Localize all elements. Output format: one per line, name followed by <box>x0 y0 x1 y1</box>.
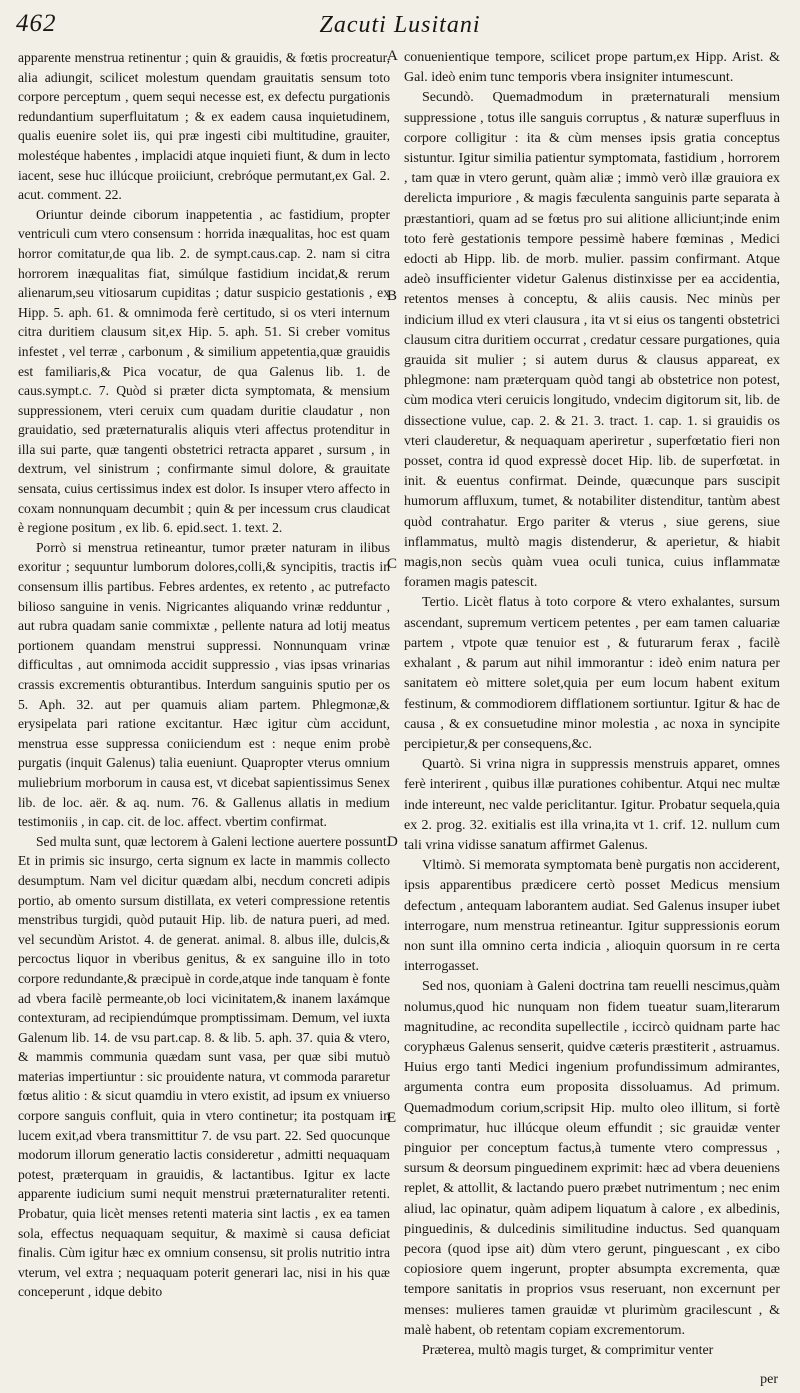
page-number: 462 <box>16 10 57 37</box>
marginal-letter-c: C <box>387 556 398 572</box>
marginal-letter-b: B <box>387 288 398 304</box>
marginal-letter-d: D <box>387 834 398 850</box>
paragraph: apparente menstrua retinentur ; quin & grauidis, & fœtis procreatur, alia adiungit, scilicet molestum quendam grauitatis sensum toto corpore perceptum , quem sequi necesse est, ex defectu purgationis redundantium superfluitatum ; & ex eadem causa inquietudinem, qualis euenire solet iis, qui præ ingesti cibi multitudine, grauiter, molestéque habentes , implacidi atque inquieti fiunt, & dum in lecto iacent, sese huc illúcque proiiciunt, crebróque permutant,ex Gal. 2. acut. comment. 22. <box>18 50 390 203</box>
marginal-letter-e: E <box>387 1110 397 1126</box>
paragraph: Quartò. Si vrina nigra in suppressis menstruis apparet, omnes ferè interirent , quibus illæ purationes cohibentur. Atqui nec multæ inde intereunt, nec valde periclitantur. Igitur. Probatur sequela,quia ex 2. prog. 32. exitialis est illa vrina,ita vt 1. crif. 12. nullum cum tali vrina vidisse sanatum affirmet Galenus. <box>404 757 780 853</box>
marginal-letter-a: A <box>387 48 398 64</box>
page-header <box>0 0 800 46</box>
left-column <box>18 48 390 1302</box>
paragraph: Vltimò. Si memorata symptomata benè purgatis non acciderent, ipsis apparentibus prædicere certò posset Medicus mensium defectum , antequam laborantem audiat. Sed Galenus insuper iubet interrogare, num menstrua retineantur. Igitur suppressionis eorum non sunt illa omnino certa indicia , alioquin quorsum in re certa interrogasset. <box>404 858 780 975</box>
right-column <box>404 48 780 1361</box>
paragraph: Tertio. Licèt flatus à toto corpore & vtero exhalantes, sursum ascendant, supremum verticem petentes , per eam tamen caluariæ partem , vtpote quæ tenuior est , & futurarum ferax , facilè exhalant , & parum aut nihil immorantur : ideò enim natura per sanitatem eò mittere solet,quia per eum locum habent exitum festinum, & commodiorem difflationem sortiuntur. Igitur & hac de causa , & ex consuetudine minor molestia , ac noxa in syncipite percipietur,& per consequens,&c. <box>404 595 780 752</box>
catchword: per <box>760 1372 778 1387</box>
paragraph: Secundò. Quemadmodum in præternaturali mensium suppressione , totus ille sanguis corruptus , & naturæ superfluus in corpore colligitur : ita & cùm menses ipsis gratia conceptus sistuntur. Igitur similia patientur symptomata, fastidium , horrorem , tam quæ in vtero gerunt, quàm aliæ ; immò verò illæ grauiora ex derelicta impuriore , & magis fæculenta sanguinis parte separata à præstantiori, quam ad se fœtus pro sui alitione alliciunt;inde enim toto ferè gestationis tempore pessimè habere fœminas , Medici edocti ab Hipp. lib. de morb. mulier. passim confirmant. Atque adeò insufficienter videtur Galenus distinxisse per ea accidentia, retentos menses à conceptu, & aliis causis. Nec minùs per indicium illud ex vteri clausura , ita vt si eius os tangenti obstetrici clausum citra duritiem occurrat , credatur cessare purgationes, quia grauida sit mulier ; si autem durus & clausus appareat, ex phlegmone: nam præterquam quòd tangi ab obstetrice non potest, cùm modica vteri ceruicis longitudo, vndecim digitorum sit, lib. de dissectione vulue, cap. 2. & 21. 3. tract. 1. cap. 1. si grauidis os vteri clauderetur, & nequaquam aperiretur , superfœtatio fieri non posset, contra id quod expressè docet Hip. lib. de superfœtat. in init. & euentus confirmat. Deinde, quæcunque pars suscipit humorum affluxum, tumet, & notabiliter distenditur, tantùm abest quòd contrahatur. Ergo pariter & vterus , siue gerens, siue inflammatus, multò magis distenderur, & aperietur, & hiabit magis,non secùs quàm vuea oculi tunica, cuius inflammatæ foramen magis patescit. <box>404 90 780 591</box>
paragraph: Præterea, multò magis turget, & comprimitur venter <box>422 1343 714 1358</box>
paragraph: Porrò si menstrua retineantur, tumor præter naturam in ilibus exoritur ; sequuntur lumborum dolores,colli,& syncipitis, tractis in consensum illis partibus. Febres ardentes, ex retento , ac putrefacto bilioso sanguine in venis. Nigricantes aliquando vrinæ redduntur , aut rubra quadam sanie commixtæ , pellente natura ad lotij meatus portionem quandam menstrui suppressi. Nonnunquam vrinæ difficultas , aut omnimoda accidit suppressio , vias ipsas vrinarias crassis excrementis obturantibus. Interdum sanguinis sputio per os 5. Aph. 32. aut per quamuis aliam partem. Phlegmonæ,& erysipelata pari ratione excitantur. Hæc igitur cùm accidunt, menstrua esse suppressa coniiciendum est : neque enim probè purgatis (inquit Galenus) talia eueniunt. Quapropter vterus omnium muliebrium morborum in causa est, vt dicebat sapientissimus Senex lib. de loc. aër. & aq. num. 76. & Gallenus allatis in medium testimoniis , in cap. cit. de loc. affect. vbertim confirmat. <box>18 539 390 830</box>
running-title: Zacuti Lusitani <box>319 12 481 38</box>
paragraph: Sed nos, quoniam à Galeni doctrina tam reuelli nescimus,quàm nolumus,quod hic nunquam non fidem tueatur suam,literarum magnitudine, ac recondita supellectile , iccircò quidnam parte hac coryphæus Galenus senserit, quidve cæteris præstiterit , astruamus. Huius ergo tanti Medici ingenium profundissimum admirantes, argumenta contra eum proposita dissoluamus. Ad primum. Quemadmodum corium,scripsit Hip. multo oleo illitum, si fortè comprimatur, huc illúcque oleum effundit ; sic grauidæ venter pinguior per conceptum factus,à tumente vtero compressus , sursum & deorsum pinguedinem exprimit: hæc ad vbera deueniens replet, & attollit, & lactando puero præbet nutrimentum ; nec enim aliud, lac opinatur, quàm adipem liquatum à calore , ex albedinis, pinguedinis, & dulcedinis similitudine inductus. Sed quanquam pecora (quod ipse ait) dùm vtero gerunt, pinguescant , ex cibo copiosiore quem ingerunt, propter absumpta excrementa, quæ tempore sanitatis in proprios vsus reseruant, non excernunt per menses: mulieres tamen grauidæ vt plurimùm gracilescunt , & malè habent, ob retentam copiam excrementorum. <box>404 979 780 1338</box>
paragraph: Sed multa sunt, quæ lectorem à Galeni lectione auertere possunt. Et in primis sic insurgo, certa signum ex lacte in mammis collecto desumptum. Nam vel dicitur quædam albi, necdum concreti adipis portio, ab omento sursum distillata, ex veteri compressione retentis menstribus turgidi, quòd putauit Hip. lib. de natura pueri, ad med. vel secundùm Aristot. 4. de generat. animal. 8. albus ille, dulcis,& percoctus liquor in vberibus genitus, & ex sanguine illo in toto corpore redundante,& præcipuè in corde,atque inde tanquam è fonte ad vbera facilè permeante,ob loci vicinitatem,& inanem laxámque contexturam, ad recipiendúmque promptissimam. Demum, vel iuxta Galenum lib. 14. de vsu part.cap. 8. & lib. 5. aph. 37. quia & vtero, & mammis communia quædam sunt vasa, per quæ sibi mutuò materias impertiuntur : sic prouidente natura, vt commoda pararetur fœtus alitio : & sicut quamdiu in vtero existit, ad ipsum ex vniuerso corpore sanguis confluit, quia in vtero continetur; ita postquam in lucem exit,ad vbera transmittitur 7. de vsu part. 22. Sed quocunque modorum illorum generatio lactis consideretur , admitti nequaquam potest, præterquam in grauidis, & lactantibus. Igitur ex lacte apparente iudicium sumi nequit menstrui præternaturaliter retenti. Probatur, quia licèt menses retenti materia sint lactis , ex ea tamen sola, effectus nequaquam sequitur, & maximè si causa deficiat finalis. Cùm igitur hæc ex omnium consensu, sit prolis nutritio intra vterum, vel extra ; nequaquam poterit generari lac, nisi in his quæ conceperunt , idque debito <box>18 833 390 1300</box>
paragraph: Oriuntur deinde ciborum inappetentia , ac fastidium, propter ventriculi cum vtero consensum : horrida inæqualitas, hoc est quam horror comitatur,de qua lib. 2. de sympt.caus.cap. 2. nam si citra horrorem inæqualitas fiat, simúlque fastidium incidat,& rerum alienarum,seu vitiosarum cupiditas ; datur suspicio gestationis , ex Hipp. 5. aph. 61. & omnimoda ferè certitudo, si os vteri internum citra duritiem clausum sit,ex Hip. 5. aph. 51. Si creber vomitus infestet , vel terræ , carbonum , & similium appetentia,quæ grauidis est familiaris,& Pica vocatur, de qua Galenus lib. 1. de caus.sympt.c. 7. Quòd si præter dicta symptomata, & mensium suppressionem, vteri ceruix cum quadam duritie claudatur , non grauidatio, sed præternaturalis aliquis vteri affectus protenditur in illa sui parte, quæ tangenti obstetrici retracta apparet , sursum , in dextrum, vel sinistrum ; confirmante simul dolore, & grauitate sensata, cuius certissimus index est dolor. Is insuper vtero affecto in coxam nonnunquam decumbit ; quin & per incessum crus claudicat è regione positum , ex lib. 6. epid.sect. 1. text. 2. <box>18 206 390 536</box>
paragraph: conuenientique tempore, scilicet prope partum,ex Hipp. Arist. & Gal. ideò enim tunc temporis vbera insigniter intumescunt. <box>404 50 780 86</box>
